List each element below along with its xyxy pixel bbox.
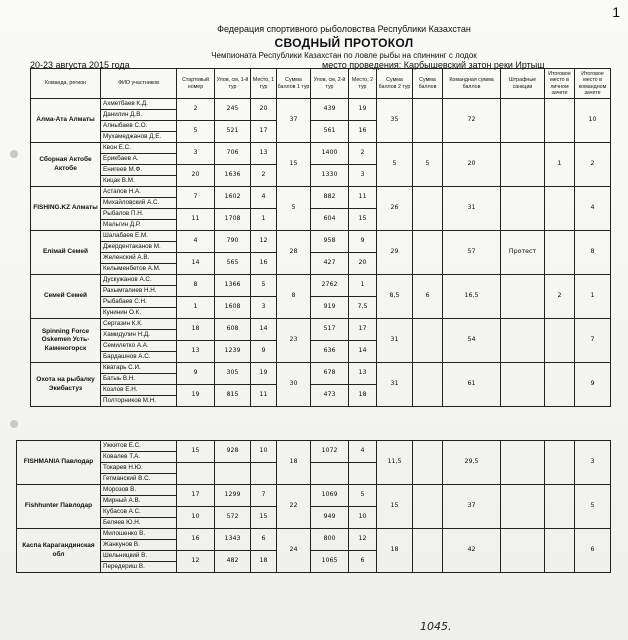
start-number: 3 (177, 143, 215, 165)
place-round-1: 19 (251, 363, 277, 385)
participant-name: Морозов В. (101, 485, 177, 496)
place-round-2: 14 (349, 341, 377, 363)
start-number: 13 (177, 341, 215, 363)
start-number: 4 (177, 231, 215, 253)
place-round-2: 17 (349, 319, 377, 341)
catch-round-2: 678 (311, 363, 349, 385)
catch-round-1: 565 (215, 253, 251, 275)
table-row (31, 99, 611, 110)
place-round-2: 10 (349, 507, 377, 529)
start-number: 8 (177, 275, 215, 297)
penalty: Протест (501, 231, 545, 275)
participant-name: Ахметбаев К.Д. (101, 99, 177, 110)
penalty (501, 441, 545, 485)
participant-name: Рыбабаев С.Н. (101, 297, 177, 308)
place-round-2: 4 (349, 441, 377, 463)
catch-round-2: 919 (311, 297, 349, 319)
catch-round-2: 427 (311, 253, 349, 275)
personal-place: 2 (545, 275, 575, 319)
start-number: 7 (177, 187, 215, 209)
column-header: Сумма баллов (413, 69, 443, 99)
column-header: Улов, см, 2-й тур (311, 69, 349, 99)
catch-round-2: 636 (311, 341, 349, 363)
column-header: Итоговое место в командном зачете (575, 69, 611, 99)
penalty (501, 99, 545, 143)
participant-name: Токарев Н.Ю. (101, 463, 177, 474)
participant-name: Мухамеджанов Д.Е. (101, 132, 177, 143)
catch-round-2: 604 (311, 209, 349, 231)
points-round-2: 26 (377, 187, 413, 231)
team-place: 5 (575, 485, 611, 529)
team-place: 3 (575, 441, 611, 485)
place-round-1 (251, 463, 277, 485)
place-round-2: 18 (349, 385, 377, 407)
page-corner-mark: 1 (612, 4, 620, 20)
table-row (31, 143, 611, 154)
team-name: Каспа Карагандинская обл (17, 529, 101, 573)
place-round-1: 18 (251, 551, 277, 573)
catch-round-2: 1072 (311, 441, 349, 463)
points-total (413, 441, 443, 485)
place-round-1: 6 (251, 529, 277, 551)
participant-name: Полторников М.Н. (101, 396, 177, 407)
catch-round-1: 1239 (215, 341, 251, 363)
participant-name: Сергазин К.К. (101, 319, 177, 330)
team-place: 7 (575, 319, 611, 363)
place-round-1: 12 (251, 231, 277, 253)
participant-name: Батыь В.Н. (101, 374, 177, 385)
personal-place (545, 187, 575, 231)
participant-name: Кватарь С.И. (101, 363, 177, 374)
place-round-1: 11 (251, 385, 277, 407)
participant-name: Бардашнов А.С. (101, 352, 177, 363)
personal-place (545, 441, 575, 485)
catch-round-1 (215, 463, 251, 485)
catch-round-1: 305 (215, 363, 251, 385)
penalty (501, 363, 545, 407)
points-total (413, 485, 443, 529)
personal-place (545, 231, 575, 275)
team-name: Елімай Семей (31, 231, 101, 275)
points-round-2: 31 (377, 363, 413, 407)
place-round-1: 13 (251, 143, 277, 165)
catch-round-1: 928 (215, 441, 251, 463)
table-row (17, 485, 611, 496)
catch-round-2: 882 (311, 187, 349, 209)
start-number: 18 (177, 319, 215, 341)
championship-subtitle: Чемпионата Республики Казахстан по ловле рыбы на спиннинг с лодок (211, 51, 477, 60)
place-round-2: 7,5 (349, 297, 377, 319)
team-place: 2 (575, 143, 611, 187)
column-header: Штрафные санкции (501, 69, 545, 99)
participant-name: Михайловский А.С. (101, 198, 177, 209)
catch-round-2: 439 (311, 99, 349, 121)
points-total (413, 363, 443, 407)
participant-name: Кубасов А.С. (101, 507, 177, 518)
start-number: 14 (177, 253, 215, 275)
team-name: Алма-Ата Алматы (31, 99, 101, 143)
catch-round-1: 815 (215, 385, 251, 407)
results-table-bottom (16, 440, 611, 573)
start-number: 16 (177, 529, 215, 551)
catch-round-1: 521 (215, 121, 251, 143)
place-round-2: 11 (349, 187, 377, 209)
catch-round-1: 608 (215, 319, 251, 341)
table-row (31, 231, 611, 242)
points-total: 5 (413, 143, 443, 187)
place-round-1: 9 (251, 341, 277, 363)
participant-name: Шельницкий В. (101, 551, 177, 562)
personal-place (545, 529, 575, 573)
catch-round-1: 1608 (215, 297, 251, 319)
participant-name: Беляев Ю.Н. (101, 518, 177, 529)
personal-place (545, 363, 575, 407)
points-round-1: 15 (277, 143, 311, 187)
participant-name: Джердентаканов М. (101, 242, 177, 253)
penalty (501, 485, 545, 529)
points-round-2: 35 (377, 99, 413, 143)
place-round-1: 17 (251, 121, 277, 143)
points-total (413, 319, 443, 363)
table-row (31, 319, 611, 330)
place-round-2 (349, 463, 377, 485)
participant-name: Ужкитов Е.С. (101, 441, 177, 452)
points-round-2: 29 (377, 231, 413, 275)
catch-round-2: 1069 (311, 485, 349, 507)
column-header: Стартовый номер (177, 69, 215, 99)
participant-name: Гетманский В.С. (101, 474, 177, 485)
catch-round-2: 2762 (311, 275, 349, 297)
personal-place (545, 319, 575, 363)
catch-round-1: 1708 (215, 209, 251, 231)
points-round-1: 24 (277, 529, 311, 573)
catch-round-2: 473 (311, 385, 349, 407)
team-points-sum: 54 (443, 319, 501, 363)
points-round-1: 22 (277, 485, 311, 529)
catch-round-2: 958 (311, 231, 349, 253)
results-table-top (30, 68, 611, 407)
catch-round-2: 517 (311, 319, 349, 341)
catch-round-1: 482 (215, 551, 251, 573)
participant-name: Хамидулин Н.Д. (101, 330, 177, 341)
participant-name: Данилин Д.В. (101, 110, 177, 121)
participant-name: Желенский А.В. (101, 253, 177, 264)
punch-hole (10, 150, 18, 158)
team-points-sum: 16,5 (443, 275, 501, 319)
catch-round-2: 1065 (311, 551, 349, 573)
participant-name: Келыменбетов А.М. (101, 264, 177, 275)
team-name: Охота на рыбалку Экибастуз (31, 363, 101, 407)
points-total (413, 231, 443, 275)
document-title: СВОДНЫЙ ПРОТОКОЛ (274, 36, 414, 50)
team-name: FISHING.KZ Алматы (31, 187, 101, 231)
place-round-2: 9 (349, 231, 377, 253)
personal-place: 1 (545, 143, 575, 187)
participant-name: Ерикбаев А. (101, 154, 177, 165)
participant-name: Козлов Е.Н. (101, 385, 177, 396)
catch-round-2: 1400 (311, 143, 349, 165)
place-round-1: 4 (251, 187, 277, 209)
participant-name: Дускужанов А.С. (101, 275, 177, 286)
participant-name: Мирный А.В. (101, 496, 177, 507)
place-round-2: 19 (349, 99, 377, 121)
place-round-1: 2 (251, 165, 277, 187)
participant-name: Кицак В.М. (101, 176, 177, 187)
start-number: 10 (177, 507, 215, 529)
event-date: 20-23 августа 2015 года (30, 60, 130, 70)
points-round-2: 11,5 (377, 441, 413, 485)
participant-name: Шалабаев Е.М. (101, 231, 177, 242)
team-points-sum: 29,5 (443, 441, 501, 485)
column-header: Команда, регион (31, 69, 101, 99)
team-points-sum: 42 (443, 529, 501, 573)
catch-round-1: 572 (215, 507, 251, 529)
points-round-1: 18 (277, 441, 311, 485)
team-place: 1 (575, 275, 611, 319)
start-number: 1 (177, 297, 215, 319)
catch-round-1: 1343 (215, 529, 251, 551)
team-points-sum: 20 (443, 143, 501, 187)
team-name: Fishhunter Павлодар (17, 485, 101, 529)
penalty (501, 187, 545, 231)
participant-name: Алныбаев С.О. (101, 121, 177, 132)
participant-name: Енигеев М.Ф. (101, 165, 177, 176)
team-points-sum: 37 (443, 485, 501, 529)
place-round-2: 6 (349, 551, 377, 573)
participant-name: Рахымгалиев Н.Н. (101, 286, 177, 297)
participant-name: Кунинин О.К. (101, 308, 177, 319)
place-round-2: 16 (349, 121, 377, 143)
start-number: 17 (177, 485, 215, 507)
punch-hole (10, 420, 18, 428)
points-round-1: 5 (277, 187, 311, 231)
signature: 1045. (420, 620, 452, 633)
catch-round-2: 800 (311, 529, 349, 551)
catch-round-1: 1299 (215, 485, 251, 507)
team-place: 8 (575, 231, 611, 275)
place-round-1: 20 (251, 99, 277, 121)
points-round-1: 8 (277, 275, 311, 319)
catch-round-1: 790 (215, 231, 251, 253)
points-total (413, 187, 443, 231)
federation-heading: Федерация спортивного рыболовства Республики Казахстан (217, 24, 471, 34)
column-header: ФИО участников (101, 69, 177, 99)
table-row (31, 187, 611, 198)
catch-round-1: 245 (215, 99, 251, 121)
place-round-1: 16 (251, 253, 277, 275)
catch-round-1: 1602 (215, 187, 251, 209)
place-round-2: 20 (349, 253, 377, 275)
start-number: 11 (177, 209, 215, 231)
place-round-1: 5 (251, 275, 277, 297)
place-round-1: 1 (251, 209, 277, 231)
personal-place (545, 485, 575, 529)
catch-round-2: 949 (311, 507, 349, 529)
participant-name: Ковалев Т.А. (101, 452, 177, 463)
column-header: Место, 1 тур (251, 69, 277, 99)
start-number: 15 (177, 441, 215, 463)
event-venue: место проведения: Карбышевский затон реки Иртыш (322, 60, 545, 70)
team-name: Семей Семей (31, 275, 101, 319)
team-place: 9 (575, 363, 611, 407)
place-round-1: 14 (251, 319, 277, 341)
points-total (413, 529, 443, 573)
points-round-2: 18 (377, 529, 413, 573)
team-place: 10 (575, 99, 611, 143)
place-round-2: 5 (349, 485, 377, 507)
place-round-1: 3 (251, 297, 277, 319)
column-header: Место, 2 тур (349, 69, 377, 99)
start-number: 19 (177, 385, 215, 407)
points-round-2: 15 (377, 485, 413, 529)
catch-round-1: 1366 (215, 275, 251, 297)
start-number: 2 (177, 99, 215, 121)
team-points-sum: 31 (443, 187, 501, 231)
start-number: 20 (177, 165, 215, 187)
participant-name: Квон Е.С. (101, 143, 177, 154)
participant-name: Передериш В. (101, 562, 177, 573)
place-round-1: 7 (251, 485, 277, 507)
start-number (177, 463, 215, 485)
points-round-2: 5 (377, 143, 413, 187)
points-round-1: 23 (277, 319, 311, 363)
start-number: 12 (177, 551, 215, 573)
points-round-2: 31 (377, 319, 413, 363)
catch-round-2: 1330 (311, 165, 349, 187)
column-header: Итоговое место в личном зачете (545, 69, 575, 99)
table-row (31, 363, 611, 374)
column-header: Сумма баллов 2 тур (377, 69, 413, 99)
start-number: 5 (177, 121, 215, 143)
catch-round-1: 1636 (215, 165, 251, 187)
points-total (413, 99, 443, 143)
place-round-2: 1 (349, 275, 377, 297)
points-round-2: 8,5 (377, 275, 413, 319)
table-row (31, 275, 611, 286)
catch-round-1: 706 (215, 143, 251, 165)
catch-round-2: 561 (311, 121, 349, 143)
points-round-1: 28 (277, 231, 311, 275)
team-name: Сборная Актобе Актобе (31, 143, 101, 187)
penalty (501, 275, 545, 319)
place-round-2: 13 (349, 363, 377, 385)
place-round-1: 15 (251, 507, 277, 529)
participant-name: Жанкунов В. (101, 540, 177, 551)
points-total: 6 (413, 275, 443, 319)
participant-name: Мальгин Д.Р. (101, 220, 177, 231)
team-place: 4 (575, 187, 611, 231)
participant-name: Семилетко А.А. (101, 341, 177, 352)
participant-name: Астапов Н.А. (101, 187, 177, 198)
team-points-sum: 72 (443, 99, 501, 143)
team-place: 6 (575, 529, 611, 573)
personal-place (545, 99, 575, 143)
penalty (501, 529, 545, 573)
penalty (501, 143, 545, 187)
column-header: Сумма баллов 1 тур (277, 69, 311, 99)
participant-name: Милошенко В. (101, 529, 177, 540)
catch-round-2 (311, 463, 349, 485)
penalty (501, 319, 545, 363)
team-points-sum: 61 (443, 363, 501, 407)
team-points-sum: 57 (443, 231, 501, 275)
place-round-2: 2 (349, 143, 377, 165)
points-round-1: 37 (277, 99, 311, 143)
column-header: Командная сумма баллов (443, 69, 501, 99)
place-round-2: 3 (349, 165, 377, 187)
place-round-2: 15 (349, 209, 377, 231)
team-name: FISHMANIA Павлодар (17, 441, 101, 485)
place-round-1: 10 (251, 441, 277, 463)
team-name: Spinning Force Oskemen Усть-Каменогорск (31, 319, 101, 363)
participant-name: Рыбалов П.Н. (101, 209, 177, 220)
start-number: 9 (177, 363, 215, 385)
table-row (17, 529, 611, 540)
column-header: Улов, см, 1-й тур (215, 69, 251, 99)
points-round-1: 30 (277, 363, 311, 407)
place-round-2: 12 (349, 529, 377, 551)
table-row (17, 441, 611, 452)
